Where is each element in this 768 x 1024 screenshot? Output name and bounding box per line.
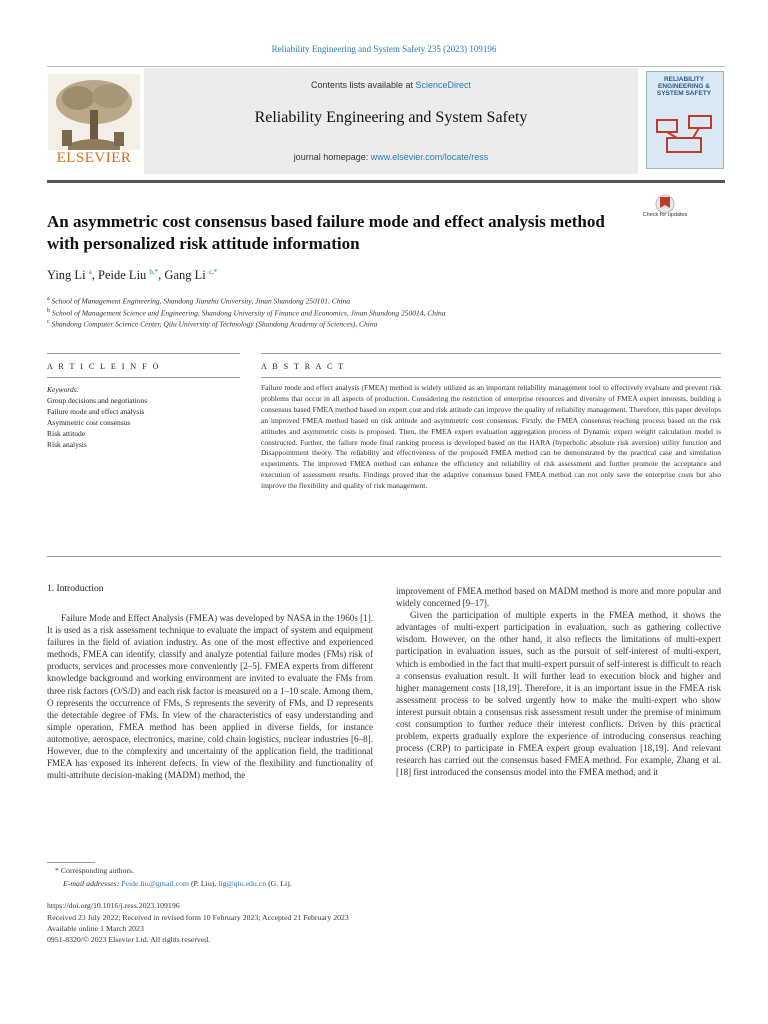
body-right-column bbox=[396, 585, 721, 779]
received-dates: Received 23 July 2022; Received in revised form 10 February 2023; Accepted 21 February 2023 bbox=[47, 913, 349, 922]
paper-title: An asymmetric cost consensus based failure mode and effect analysis method with personalized risk attitude information bbox=[47, 212, 605, 253]
affiliation-marker: c bbox=[47, 319, 50, 325]
cover-title: RELIABILITY ENGINEERING & SYSTEM SAFETY bbox=[656, 76, 712, 97]
copyright-notice: 0951-8320/© 2023 Elsevier Ltd. All rights reserved. bbox=[47, 935, 211, 944]
body-paragraph: improvement of FMEA method based on MADM method is more and more popular and widely concerned [9–17]. bbox=[396, 586, 721, 609]
affiliation-marker: a bbox=[47, 296, 50, 302]
email-addresses bbox=[63, 879, 292, 888]
header-top-rule bbox=[47, 66, 725, 67]
author-name[interactable]: Peide Liu bbox=[98, 268, 147, 283]
email-link[interactable]: lig@qlu.edu.cn bbox=[218, 879, 267, 888]
cover-illustration-icon bbox=[653, 112, 717, 160]
author-affiliation-marker[interactable]: a bbox=[88, 268, 92, 276]
abstract-bottom-rule bbox=[47, 556, 721, 557]
elsevier-wordmark: ELSEVIER bbox=[56, 150, 132, 166]
affiliation-marker: b bbox=[47, 308, 50, 314]
affiliation bbox=[47, 308, 647, 318]
email-owner: (G. Li). bbox=[266, 879, 292, 888]
keyword: Group decisions and negotiations bbox=[47, 396, 148, 405]
abstract-rule bbox=[261, 377, 721, 378]
keyword: Risk analysis bbox=[47, 440, 87, 449]
body-left-column bbox=[47, 612, 373, 781]
body-paragraph: Failure Mode and Effect Analysis (FMEA) was developed by NASA in the 1960s [1]. It is used as a risk assessment technique to evaluate the impact of system and equipment failures in the field of aviation industry. As one of the most effective and experienced methods, FMEA can identify, classify and analyze potential failure modes (FMs) risk of products, services and processes more conveniently [2–5]. FMEA experts from different knowledge background and working environment are invited to evaluate the FMs from three risk factors (O/S/D) and each risk factor is measured on a 1–10 scale. Among them, O represents the occurrence of FMs, S represents the severity of FMs, and D represents the detectable degree of FMs. In view of the characteristics of easy understanding and simple operation, FMEA method has been applied in diverse fields, for instance automotive, aerospace, electronics, marine, cold chain logistics, nuclear industries [6–8]. However, due to the complexity and uncertainty of the application field, the traditional FMEA has exposed its inherent defects. In view of the flexibility and functionality of multi-attribute decision-making (MADM) method, the bbox=[47, 613, 374, 781]
email-label: E-mail addresses: bbox=[63, 879, 122, 888]
author-list: Ying Li $^a$, Peide Liu $^{b,*}$, Gang Li $^{c,*}$ bbox=[47, 268, 218, 283]
email-link[interactable]: Peide.liu@gmail.com bbox=[121, 879, 189, 888]
article-info-heading: A R T I C L E I N F O bbox=[47, 362, 161, 371]
doi-link[interactable]: https://doi.org/10.1016/j.ress.2023.109196 bbox=[47, 901, 180, 910]
affiliation-text: School of Management Engineering, Shandong Jianzhu University, Jinan Shandong 250101, China bbox=[51, 296, 351, 306]
article-info-top-rule bbox=[47, 353, 240, 354]
abstract-text: Failure mode and effect analysis (FMEA) method is widely utilized as an important reliability management tool to effectively evaluate and prevent risk problems that occur in all aspects of production. Considering the restriction of enterprise resources and diversity of FMEA expert interests, building a consensus based FMEA method based on expert cost and risk attitude can improve the quality of reliability management. Therefore, this paper develops an improved FMEA method based on risk attitude and asymmetric cost consensus. Firstly, the FMEA consensus reaching process based on the risk attitudes and asymmetric costs is proposed. Then, the FMEA expert evaluation aggregation process of Dynamic expert weight calculation model is constructed. Further, the failure mode final ranking process is developed based on the HARA (hyperbolic absolute risk aversion) utility function and Disappointment theory. The reliability and effectiveness of the proposed FMEA method can be demonstrated by the practical case and simulation experiments. The improved FMEA method can enhance the efficiency and reliability of risk assessment and further promote the acceptance and execution of assessment results. Findings proved that the adaptive consensus based FMEA method can not only save the enterprise costs but also improve the flexibility and quality of risk management. bbox=[261, 383, 721, 491]
header-bottom-rule bbox=[47, 180, 725, 183]
author-name[interactable]: Gang Li bbox=[164, 268, 206, 283]
available-online-date: Available online 1 March 2023 bbox=[47, 924, 144, 933]
homepage-prefix: journal homepage: bbox=[293, 152, 371, 162]
check-for-updates-label: Check for updates bbox=[642, 212, 688, 218]
journal-title: Reliability Engineering and System Safety bbox=[254, 109, 528, 126]
sciencedirect-link[interactable]: ScienceDirect bbox=[415, 80, 472, 90]
author-affiliation-marker[interactable]: c,* bbox=[208, 268, 218, 276]
corresponding-authors-note: * Corresponding authors. bbox=[55, 866, 135, 875]
journal-homepage bbox=[144, 152, 638, 162]
keyword: Risk attitude bbox=[47, 429, 86, 438]
abstract-top-rule bbox=[261, 353, 721, 354]
section-heading-introduction: 1. Introduction bbox=[47, 584, 104, 594]
affiliation-text: Shandong Computer Science Center, Qilu University of Technology (Shandong Academy of Sciences), China bbox=[51, 319, 378, 329]
contents-line bbox=[144, 80, 638, 90]
affiliation-text: School of Management Science and Engineering, Shandong University of Finance and Economics, Jinan Shandong 250014, China bbox=[51, 308, 446, 318]
author-name[interactable]: Ying Li bbox=[47, 268, 86, 283]
affiliation bbox=[47, 319, 647, 329]
email-owner: (P. Liu), bbox=[189, 879, 219, 888]
contents-prefix: Contents lists available at bbox=[310, 80, 416, 90]
keyword: Asymmetric cost consensus bbox=[47, 418, 131, 427]
article-info-rule bbox=[47, 377, 240, 378]
author-affiliation-marker[interactable]: b,* bbox=[149, 268, 159, 276]
keyword: Failure mode and effect analysis bbox=[47, 407, 145, 416]
homepage-link[interactable]: www.elsevier.com/locate/ress bbox=[370, 152, 489, 162]
abstract-heading: A B S T R A C T bbox=[261, 362, 346, 371]
body-paragraph: Given the participation of multiple experts in the FMEA method, it shows the advantages of multi-expert participation in evaluation, such as gathering collective wisdom. However, on the other hand, it also reflects the limitations of multi-expert participation in evaluation issues, such as the pursuit of self-interest of multi-expert, which is embodied in the fact that multi-expert pursuit of self-interest is difficult to reach a consensus evaluation result. It will further lead to execution block and higher and higher management costs [18,19]. Therefore, it is an important issue in the FMEA risk assessment process to be solved urgently how to make the multi-expert who show interest pursuit obtain a consensus risk assessment result under the premise of minimum cost consumption to further reduce their interest conflicts. Driven by this practical problem, experts gradually explore the experience of introducing consensus reaching process (CRP) to participate in FMEA expert group evaluation [18,19]. And relevant research has carried out the consensus based FMEA method. For example, Zhang et al. [18] first introduced the consensus model into the FMEA method, and it bbox=[396, 610, 721, 778]
footnote-rule bbox=[47, 862, 95, 863]
keywords-label: Keywords: bbox=[47, 385, 80, 394]
journal-citation[interactable]: Reliability Engineering and System Safety 235 (2023) 109196 bbox=[271, 44, 497, 54]
affiliation bbox=[47, 296, 647, 306]
